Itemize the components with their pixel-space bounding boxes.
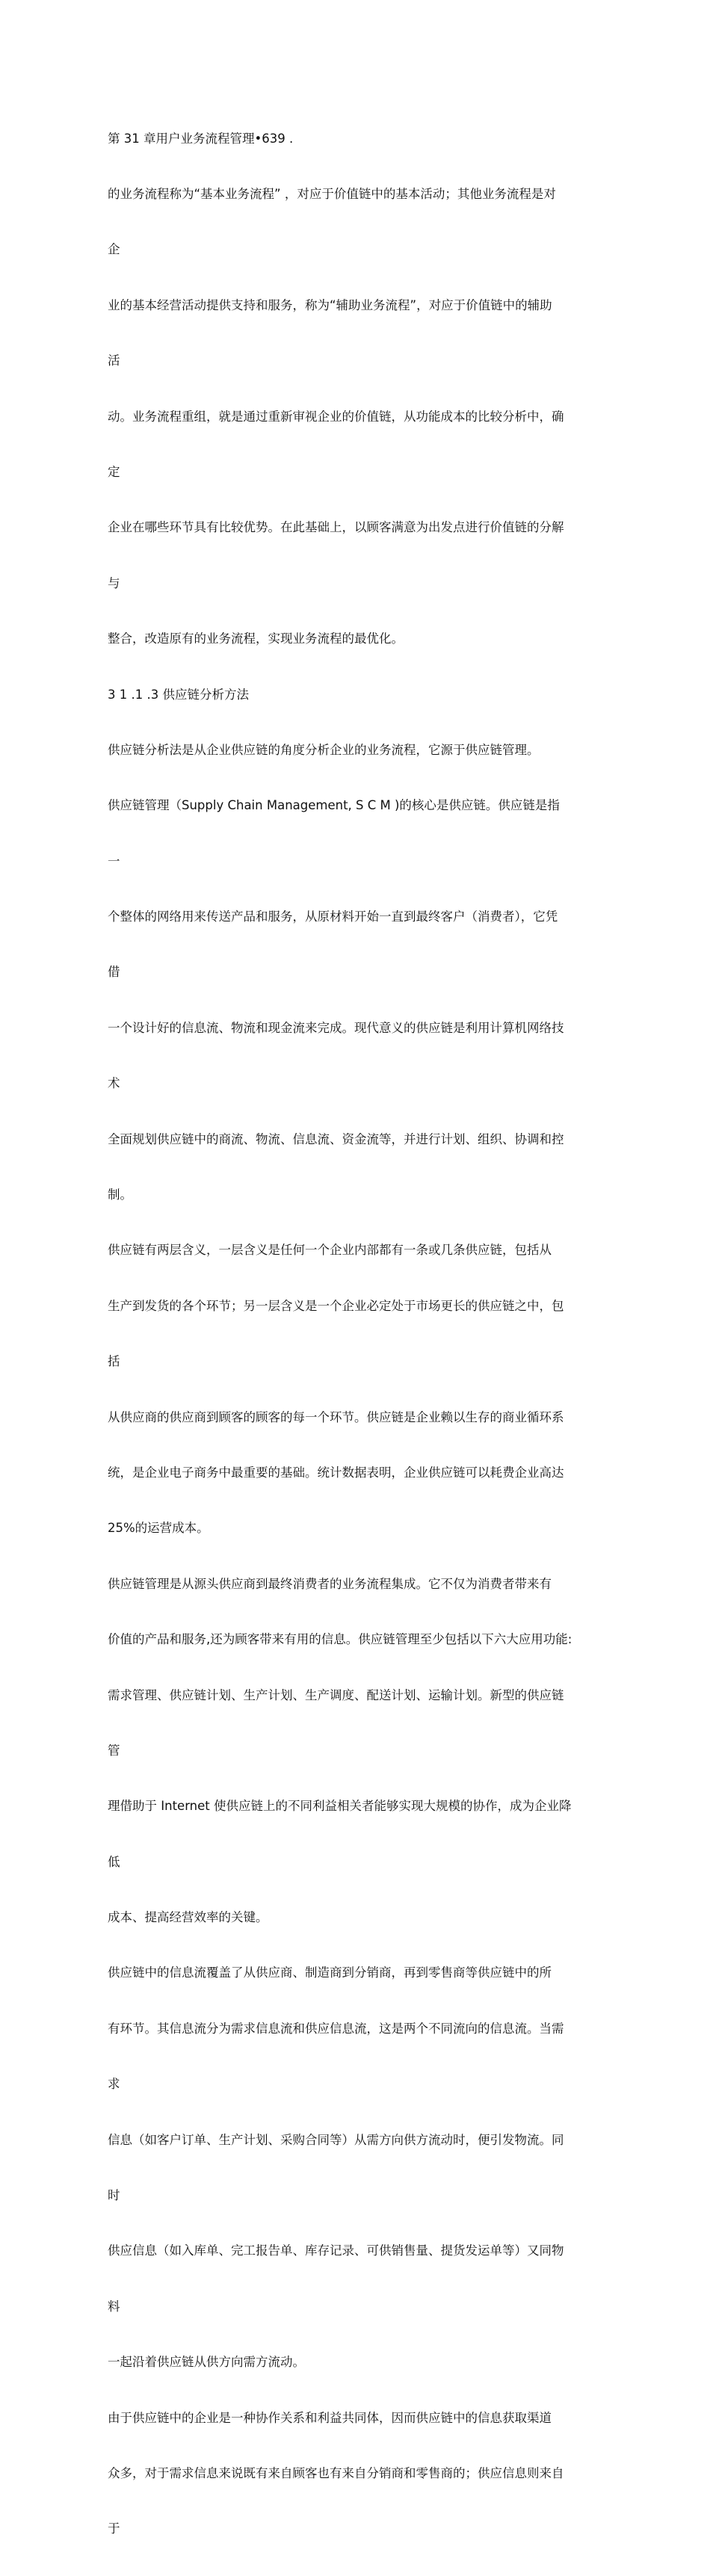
text-line: 众多，对于需求信息来说既有来自顾客也有来自分销商和零售商的；供应信息则来自 <box>108 2466 564 2480</box>
text-line: 供应链管理是从源头供应商到最终消费者的业务流程集成。它不仅为消费者带来有 <box>108 1576 552 1591</box>
text-line: 供应链管理（Supply Chain Management, S C M )的核心是供应链。供应链是指 <box>108 798 560 813</box>
page-header: 第 31 章用户业务流程管理•639 . <box>108 131 294 146</box>
text-line: 料 <box>108 2299 120 2314</box>
text-line: 定 <box>108 464 120 479</box>
text-line: 理借助于 Internet 使供应链上的不同利益相关者能够实现大规模的协作，成为企业降 <box>108 1799 572 1814</box>
text-line: 成本、提高经营效率的关键。 <box>108 1910 268 1925</box>
text-line: 活 <box>108 353 120 368</box>
text-line: 与 <box>108 575 120 590</box>
text-line: 信息（如客户订单、生产计划、采购合同等）从需方向供方流动时，便引发物流。同 <box>108 2132 564 2147</box>
text-line: 时 <box>108 2188 120 2203</box>
text-line: 动。业务流程重组，就是通过重新审视企业的价值链，从功能成本的比较分析中，确 <box>108 409 564 424</box>
text-line: 需求管理、供应链计划、生产计划、生产调度、配送计划、运输计划。新型的供应链 <box>108 1687 564 1702</box>
text-line: 业的基本经营活动提供支持和服务，称为“辅助业务流程”，对应于价值链中的辅助 <box>108 297 552 312</box>
text-line: 制。 <box>108 1187 132 1202</box>
text-line: 企业在哪些环节具有比较优势。在此基础上，以顾客满意为出发点进行价值链的分解 <box>108 520 564 535</box>
text-line: 供应链有两层含义，一层含义是任何一个企业内部都有一条或几条供应链，包括从 <box>108 1243 552 1258</box>
text-line: 从供应商的供应商到顾客的顾客的每一个环节。供应链是企业赖以生存的商业循环系 <box>108 1409 564 1424</box>
text-line: 25%的运营成本。 <box>108 1521 209 1536</box>
text-line: 一起沿着供应链从供方向需方流动。 <box>108 2355 305 2370</box>
text-line: 管 <box>108 1743 120 1758</box>
text-line: 供应链分析法是从企业供应链的角度分析企业的业务流程，它源于供应链管理。 <box>108 742 540 757</box>
text-line: 整合，改造原有的业务流程，实现业务流程的最优化。 <box>108 631 404 646</box>
text-line: 一 <box>108 853 120 868</box>
text-line: 术 <box>108 1076 120 1091</box>
text-line: 统，是企业电子商务中最重要的基础。统计数据表明，企业供应链可以耗费企业高达 <box>108 1465 564 1480</box>
text-line: 个整体的网络用来传送产品和服务，从原材料开始一直到最终客户（消费者），它凭 <box>108 909 558 924</box>
text-line: 低 <box>108 1854 120 1869</box>
text-line: 生产到发货的各个环节；另一层含义是一个企业必定处于市场更长的供应链之中，包 <box>108 1298 564 1313</box>
text-line: 的业务流程称为“基本业务流程” ，对应于价值链中的基本活动；其他业务流程是对 <box>108 186 556 201</box>
text-line: 企 <box>108 242 120 257</box>
text-line: 于 <box>108 2521 120 2536</box>
text-line: 由于供应链中的企业是一种协作关系和利益共同体，因而供应链中的信息获取渠道 <box>108 2410 552 2425</box>
text-line: 供应信息（如入库单、完工报告单、库存记录、可供销售量、提货发运单等）又同物 <box>108 2243 564 2258</box>
text-line: 有环节。其信息流分为需求信息流和供应信息流，这是两个不同流向的信息流。当需 <box>108 2021 564 2036</box>
text-line: 求 <box>108 2077 120 2092</box>
text-line: 价值的产品和服务,还为顾客带来有用的信息。供应链管理至少包括以下六大应用功能: <box>108 1632 572 1647</box>
section-heading: 3 1 .1 .3 供应链分析方法 <box>108 687 249 702</box>
text-line: 括 <box>108 1354 120 1369</box>
text-line: 全面规划供应链中的商流、物流、信息流、资金流等，并进行计划、组织、协调和控 <box>108 1131 564 1146</box>
text-line: 供应链中的信息流覆盖了从供应商、制造商到分销商，再到零售商等供应链中的所 <box>108 1965 552 1980</box>
text-line: 借 <box>108 965 120 980</box>
text-line: 一个设计好的信息流、物流和现金流来完成。现代意义的供应链是利用计算机网络技 <box>108 1020 564 1035</box>
document-body <box>108 93 608 2576</box>
